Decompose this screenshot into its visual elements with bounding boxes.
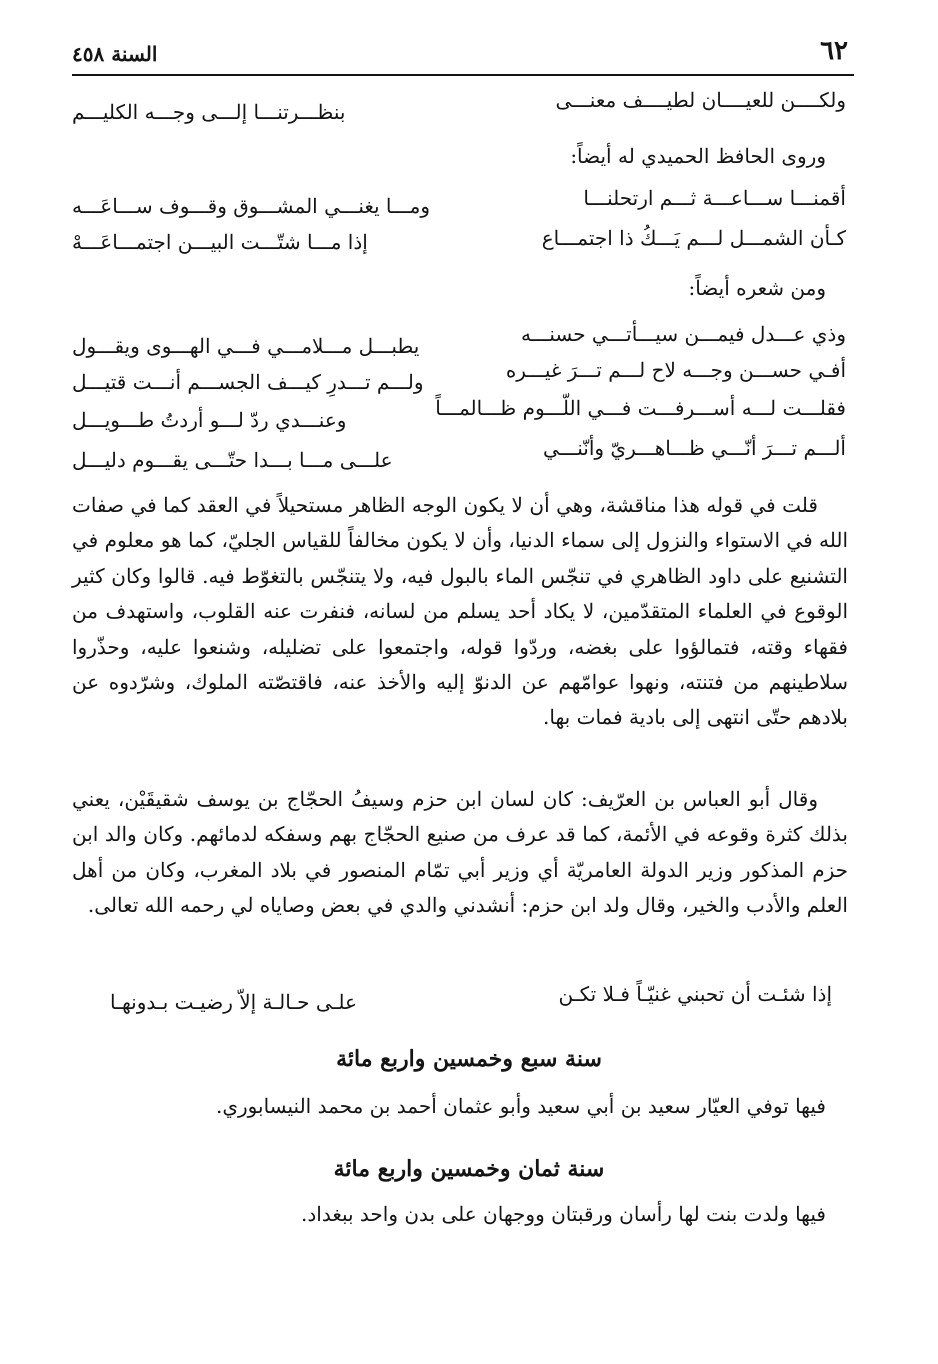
verse-hemistich-right: وذي عـــدل فيمـــن سيـــأتـــي حسنـــه	[521, 322, 846, 346]
verse-intro: ومن شعره أيضاً:	[688, 276, 826, 300]
verse-hemistich-right: فقلـــت لـــه أســـرفـــت فـــي اللّـــوم ظـــالمـــاً	[435, 396, 846, 420]
commentary-paragraph: قلت في قوله هذا مناقشة، وهي أن لا يكون الوجه الظاهر مستحيلاً في العقد كما في صفات الله في الاستواء والنزول إلى سماء الدنيا، وأن لا يكون مخالفاً للقياس الجليّ، كما هو معلوم في التشنيع على داود الظاهري في تنجّس الماء بالبول فيه، ولا يتنجّس بالتغوّط فيه. قالوا وكان كثير الوقوع في العلماء المتقدّمين، لا يكاد أحد يسلم من لسانه، فنفرت عنه القلوب، واستهدف من فقهاء وقته، فتمالؤوا على بغضه، وردّوا قوله، واجتمعوا على تضليله، وشنعوا عليه، وحذّروا سلاطينهم من فتنته، ونهوا عوامّهم عن الدنوّ إليه والأخذ عنه، فاقتصّته الملوك، وشرّدوه عن بلادهم حتّى انتهى إلى بادية فمات بها.	[72, 493, 848, 730]
verse-hemistich-left: بنظـــرتنـــا إلـــى وجـــه الكليـــم	[72, 100, 346, 124]
verse-hemistich-left: علـى حـالـة إلاّ رضيـت بـدونهـا	[110, 990, 357, 1014]
header-rule	[72, 74, 854, 76]
verse-hemistich-right: ألـــم تـــرَ أنّـــي ظـــاهـــريّ وأنّنـــي	[543, 436, 846, 460]
page-number: ٦٢	[820, 36, 848, 66]
verse-hemistich-left: إذا مـــا شتّـــت البيـــن اجتمـــاعَـــهْ	[72, 230, 368, 254]
year-entry: فيها ولدت بنت لها رأسان ورقبتان ووجهان على بدن واحد ببغداد.	[301, 1202, 826, 1226]
verse-hemistich-right: كـأن الشمـــل لـــم يَـــكُ ذا اجتمـــاع	[541, 226, 846, 250]
verse-hemistich-left: يطبـــل مـــلامـــي فـــي الهـــوى ويقـــول	[72, 334, 420, 358]
biography-paragraph: وقال أبو العباس بن العرّيف: كان لسان ابن حزم وسيفُ الحجّاج بن يوسف شقيقَيْن، يعني بذلك كثرة وقوعه في الأئمة، كما قد عرف من صنيع الحجّاج بهم وسفكه لدمائهم. وكان والد ابن حزم المذكور وزير الدولة العامريّة أي وزير أبي تمّام المنصور في بلاد المغرب، وكان من أهل العلم والأدب والخير، وقال ولد ابن حزم: أنشدني والدي في بعض وصاياه لي رحمه الله تعالى.	[72, 787, 848, 918]
verse-hemistich-left: علـــى مـــا بـــدا حتّـــى يقـــوم دليـــل	[72, 448, 393, 472]
year-heading: سنة ثمان وخمسين واربع مائة	[333, 1156, 605, 1182]
page-header	[72, 36, 854, 72]
verse-hemistich-left: ولـــم تـــدرِ كيـــف الجســـم أنـــت قتيـــل	[72, 370, 424, 394]
verse-hemistich-right: أفـي حســـن وجـــه لاح لـــم تـــرَ غيـــره	[505, 358, 846, 382]
verse-intro: وروى الحافظ الحميدي له أيضاً:	[570, 144, 826, 168]
verse-hemistich-right: ولكــــن للعيــــان لطيــــف معنـــى	[555, 88, 846, 112]
year-heading: سنة سبع وخمسين واربع مائة	[336, 1046, 602, 1072]
running-head: السنة ٤٥٨	[72, 42, 158, 66]
verse-hemistich-right: إذا شئـت أن تحبني غنيّـاً فـلا تكـن	[558, 982, 832, 1006]
verse-hemistich-left: وعنـــدي ردّ لـــو أردتُ طـــويـــل	[72, 408, 347, 432]
verse-hemistich-right: أقمنـــا ســـاعـــة ثـــم ارتحلنـــا	[583, 186, 846, 210]
verse-hemistich-left: ومـــا يغنـــي المشـــوق وقـــوف ســـاعَـــه	[72, 194, 430, 218]
year-entry: فيها توفي العيّار سعيد بن أبي سعيد وأبو عثمان أحمد بن محمد النيسابوري.	[216, 1094, 826, 1118]
